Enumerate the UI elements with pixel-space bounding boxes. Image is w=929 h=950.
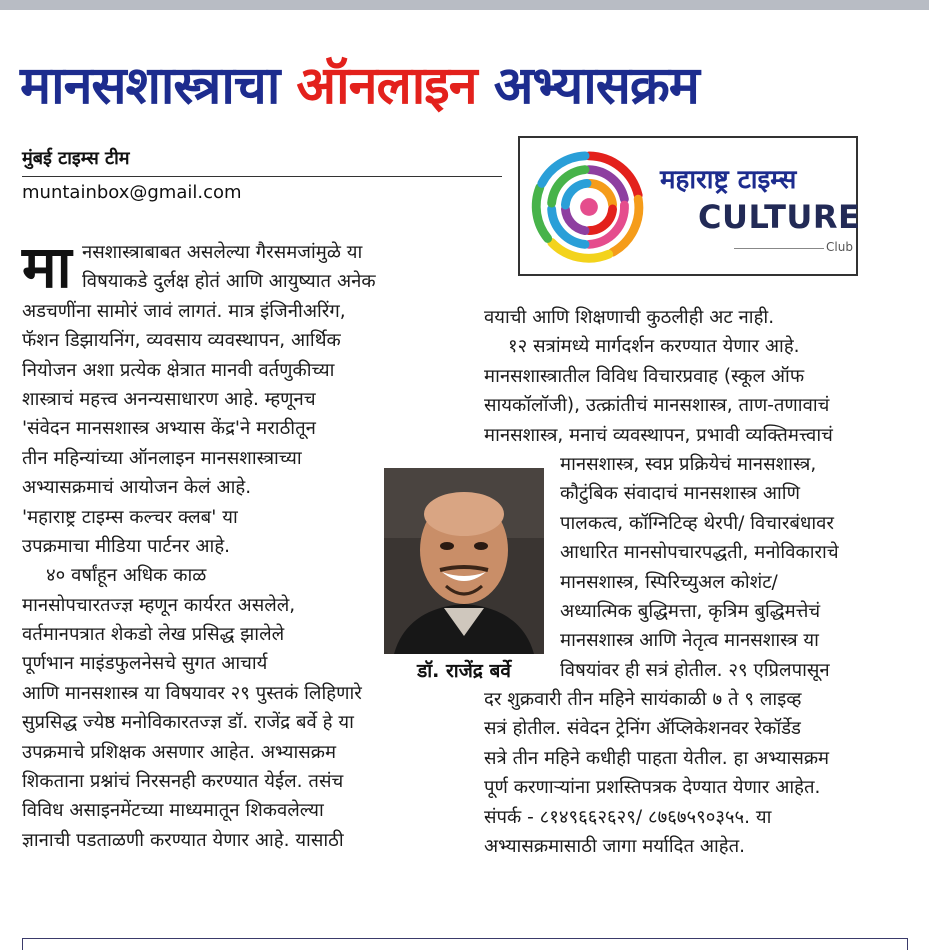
article-line: विविध असाइनमेंटच्या माध्यमातून शिकवलेल्या [22, 800, 324, 822]
article-line: मानसशास्त्रातील विविध विचारप्रवाह (स्कूल ऑफ [484, 365, 805, 387]
article-line: मानसशास्त्र, स्पिरिच्युअल कोशंट/ [560, 571, 778, 593]
article-line: अध्यात्मिक बुद्धिमत्ता, कृत्रिम बुद्धिमत्तेचं [560, 600, 821, 622]
headline-part-3: अभ्यासक्रम [493, 56, 699, 116]
article-line: ४० वर्षांहून अधिक काळ [46, 565, 207, 587]
article-line: मानसशास्त्र, स्वप्न प्रक्रियेचं मानसशास्त्र, [560, 453, 817, 475]
article-line: नियोजन अशा प्रत्येक क्षेत्रात मानवी वर्तणुकीच्या [22, 359, 335, 381]
color-wheel-icon [530, 148, 648, 266]
article-line: नसशास्त्राबाबत असलेल्या गैरसमजांमुळे या [82, 242, 363, 263]
byline-divider [22, 176, 502, 177]
byline: मुंबई टाइम्स टीम [22, 148, 130, 169]
article-line: अभ्यासक्रमाचं आयोजन केलं आहे. [22, 477, 252, 499]
article-line: मानसशास्त्र, मनाचं व्यवस्थापन, प्रभावी व्यक्तिमत्त्वाचं [484, 424, 833, 446]
logo-culture-text: CULTURE [698, 198, 861, 236]
article-line: 'महाराष्ट्र टाइम्स कल्चर क्लब' या [22, 506, 238, 528]
bottom-border [22, 938, 908, 950]
top-border-bar [0, 0, 929, 10]
headline [20, 46, 915, 126]
article-line: वयाची आणि शिक्षणाची कुठलीही अट नाही. [484, 307, 775, 328]
article-line: आणि मानसशास्त्र या विषयावर २९ पुस्तकं लिहिणारे [22, 682, 362, 704]
article-line: अभ्यासक्रमासाठी जागा मर्यादित आहेत. [484, 836, 746, 858]
article-line: शिकताना प्रश्नांचं निरसनही करण्यात येईल. तसंच [22, 771, 344, 793]
article-line: शास्त्राचं महत्त्व अनन्यसाधारण आहे. म्हणूनच [22, 388, 316, 410]
article-line: सत्रे तीन महिने कधीही पाहता येतील. हा अभ्यासक्रम [484, 747, 830, 769]
article-line: पालकत्व, कॉग्निटिव्ह थेरपी/ विचारबंधावर [560, 512, 834, 534]
article-line: मानसोपचारतज्ज्ञ म्हणून कार्यरत असलेले, [22, 594, 296, 616]
article-line: फॅशन डिझायनिंग, व्यवसाय व्यवस्थापन, आर्थिक [22, 330, 341, 352]
article-column-1 [22, 233, 446, 855]
article-line: विषयाकडे दुर्लक्ष होतं आणि आयुष्यात अनेक [82, 271, 376, 293]
article-line: मानसशास्त्र आणि नेतृत्व मानसशास्त्र या [560, 630, 819, 652]
article-line: वर्तमानपत्रात शेकडो लेख प्रसिद्ध झालेले [22, 624, 285, 646]
article-line: पूर्ण करणाऱ्यांना प्रशस्तिपत्रक देण्यात येणार आहेत. [484, 777, 821, 799]
email-address: muntainbox@gmail.com [22, 182, 242, 203]
article-line: सत्रं होतील. संवेदन ट्रेनिंग ॲप्लिकेशनवर रेकॉर्डेड [484, 718, 801, 740]
article-line: ज्ञानाची पडताळणी करण्यात येणार आहे. यासाठी [22, 829, 344, 851]
photo-caption: डॉ. राजेंद्र बर्वे [417, 660, 511, 682]
article-line: तीन महिन्यांच्या ऑनलाइन मानसशास्त्राच्या [22, 447, 302, 469]
article-line: विषयांवर ही सत्रं होतील. २९ एप्रिलपासून [560, 659, 830, 681]
logo-brand-text: महाराष्ट्र टाइम्स [660, 165, 797, 195]
article-line: 'संवेदन मानसशास्त्र अभ्यास केंद्र'ने मराठीतून [22, 418, 316, 440]
article-line: आधारित मानसोपचारपद्धती, मनोविकाराचे [560, 542, 839, 564]
headline-part-2: ऑनलाइन [296, 56, 477, 116]
logo-club-text: Club [826, 240, 853, 254]
article-line: कौटुंबिक संवादाचं मानसशास्त्र आणि [560, 483, 800, 505]
article-line: संपर्क - ८१४९६६२६२९/ ८७६७५९०३५५. या [484, 806, 772, 828]
article-line: सुप्रसिद्ध ज्येष्ठ मनोविकारतज्ज्ञ डॉ. राजेंद्र बर्वे हे या [22, 712, 354, 734]
culture-club-logo [518, 136, 861, 276]
logo-divider [734, 248, 824, 249]
article-line: अडचणींना सामोरं जावं लागतं. मात्र इंजिनीअरिंग, [22, 300, 346, 322]
article-line: उपक्रमाचे प्रशिक्षक असणार आहेत. अभ्यासक्रम [22, 741, 337, 763]
article-line: सायकॉलॉजी), उत्क्रांतीचं मानसशास्त्र, ताण-तणावाचं [484, 395, 830, 417]
article-line: दर शुक्रवारी तीन महिने सायंकाळी ७ ते ९ लाइव्ह [484, 689, 802, 711]
drop-cap: मा [22, 233, 72, 301]
article-column-2 [484, 303, 904, 861]
headline-part-1: मानसशास्त्राचा [20, 56, 280, 116]
article-line: उपक्रमाचा मीडिया पार्टनर आहे. [22, 535, 231, 557]
article-line: १२ सत्रांमध्ये मार्गदर्शन करण्यात येणार आहे. [508, 336, 800, 358]
article-line: पूर्णभान माइंडफुलनेसचे सुगत आचार्य [22, 653, 268, 675]
